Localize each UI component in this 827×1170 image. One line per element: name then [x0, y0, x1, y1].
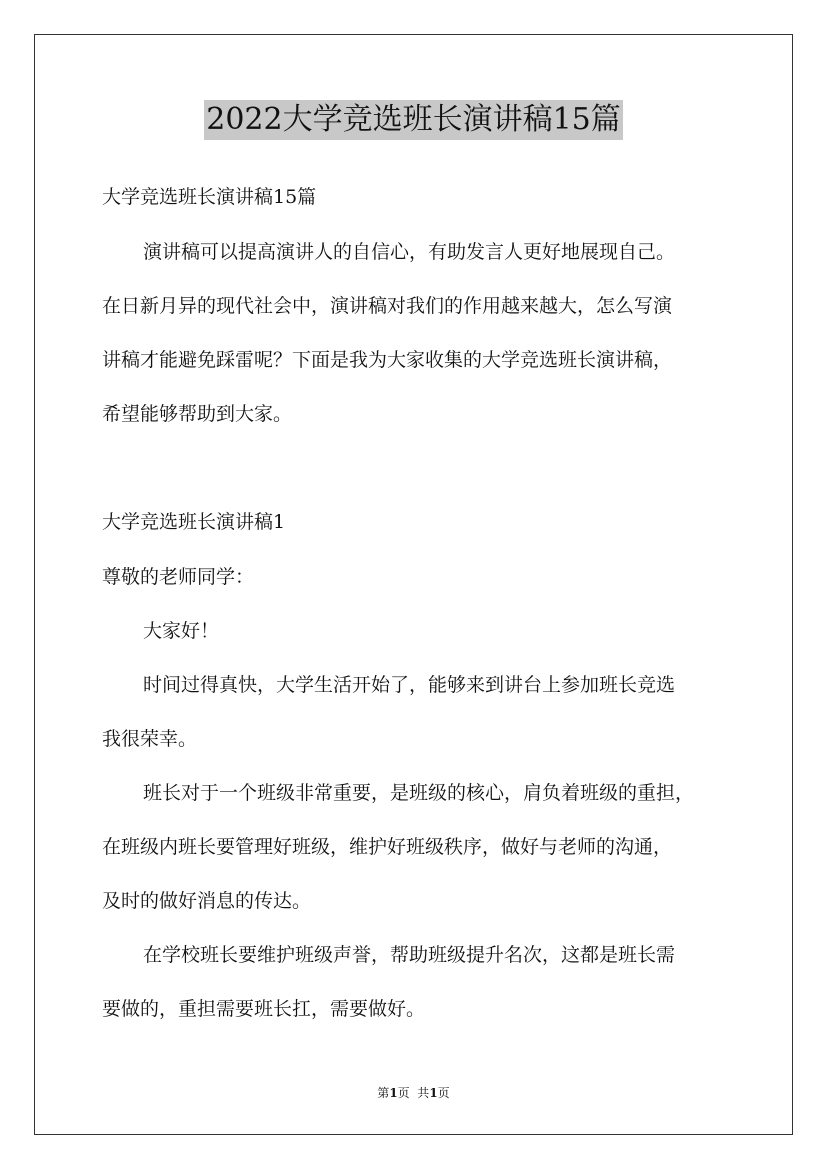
subtitle-line: 大学竞选班长演讲稿15篇 — [102, 186, 317, 208]
footer-page-number: 1 — [389, 1086, 398, 1100]
paragraph-line: 我很荣幸。 — [102, 728, 198, 750]
title-block — [0, 100, 827, 140]
paragraph-line: 演讲稿可以提高演讲人的自信心，有助发言人更好地展现自己。 — [143, 241, 676, 263]
paragraph-line: 在班级内班长要管理好班级，维护好班级秩序，做好与老师的沟通， — [102, 836, 673, 858]
paragraph-line: 在学校班长要维护班级声誉，帮助班级提升名次，这都是班长需 — [143, 944, 676, 966]
paragraph-line: 在日新月异的现代社会中，演讲稿对我们的作用越来越大，怎么写演 — [102, 295, 673, 317]
paragraph-line: 时间过得真快，大学生活开始了，能够来到讲台上参加班长竞选 — [143, 674, 676, 696]
section-heading: 大学竞选班长演讲稿1 — [102, 511, 286, 533]
salutation-line: 尊敬的老师同学： — [102, 566, 255, 588]
paragraph-line: 班长对于一个班级非常重要，是班级的核心，肩负着班级的重担， — [143, 782, 695, 804]
footer-suffix: 页 — [437, 1086, 450, 1100]
paragraph-line: 讲稿才能避免踩雷呢？下面是我为大家收集的大学竞选班长演讲稿， — [102, 349, 673, 371]
footer-prefix: 第 — [377, 1086, 390, 1100]
page-footer — [0, 1084, 827, 1101]
paragraph-line: 希望能够帮助到大家。 — [102, 403, 293, 425]
paragraph-line: 及时的做好消息的传达。 — [102, 890, 312, 912]
greeting-line: 大家好！ — [143, 620, 220, 642]
footer-total-pages: 1 — [429, 1086, 438, 1100]
document-title: 2022大学竞选班长演讲稿15篇 — [204, 100, 623, 140]
footer-mid: 页 共 — [397, 1086, 430, 1100]
paragraph-line: 要做的，重担需要班长扛，需要做好。 — [102, 998, 426, 1020]
